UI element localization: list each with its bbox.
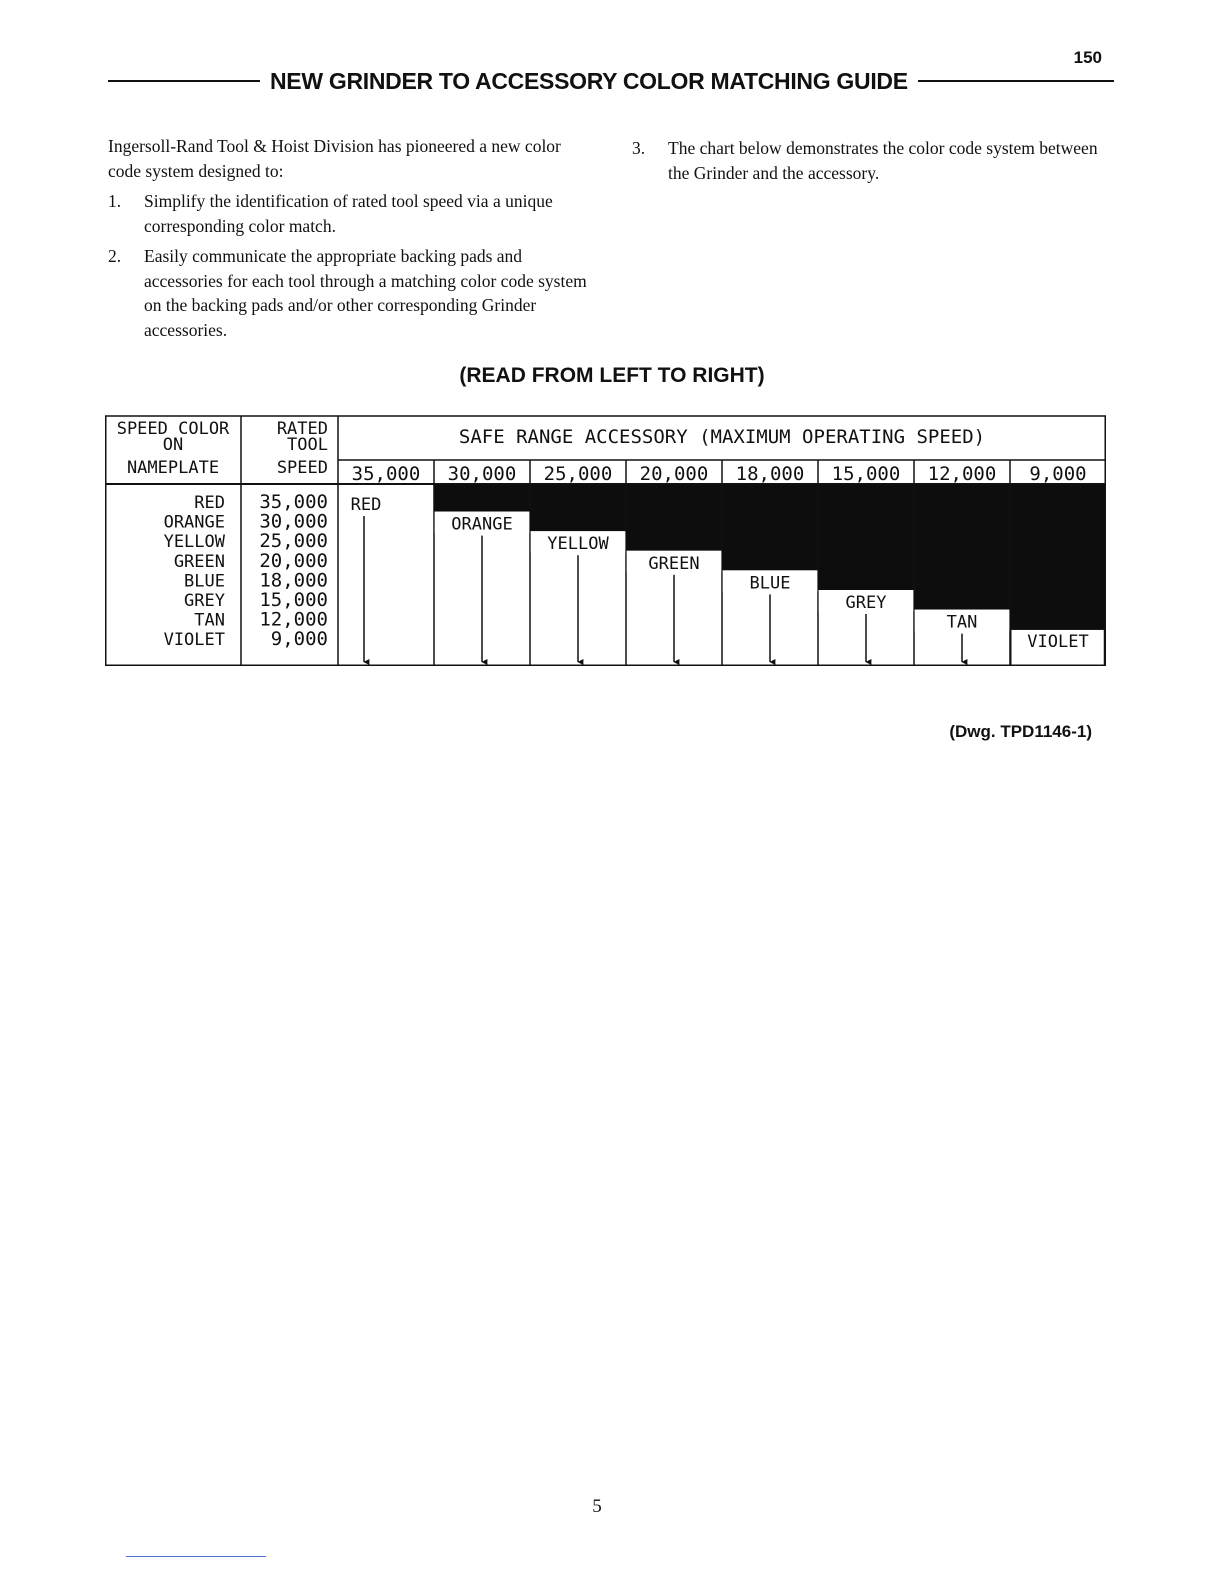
accessory-color-label: TAN [946, 612, 978, 633]
list-item-number: 2. [108, 246, 122, 266]
title-rule-left [108, 80, 260, 82]
rated-speed-value: 20,000 [259, 549, 328, 572]
range-header: SAFE RANGE ACCESSORY (MAXIMUM OPERATING SPEED) [458, 426, 986, 448]
header-on: ON [162, 435, 184, 455]
rated-speed-value: 15,000 [259, 589, 328, 611]
nameplate-color-label: GREEN [173, 551, 225, 572]
accessory-color-label: GREEN [648, 553, 700, 574]
speed-column-label: 15,000 [831, 463, 901, 485]
list-item [108, 244, 598, 342]
footer-page-number: 5 [592, 1496, 602, 1517]
accessory-color-label: RED [350, 495, 382, 515]
header-speed: SPEED [276, 458, 328, 478]
rated-speed-value: 9,000 [270, 628, 328, 651]
speed-column-label: 9,000 [1029, 463, 1087, 485]
list-item [632, 136, 1112, 185]
rated-speed-value: 25,000 [259, 530, 328, 553]
color-matching-chart-svg [105, 412, 1106, 666]
page-number: 150 [1073, 48, 1102, 67]
read-direction-heading: (READ FROM LEFT TO RIGHT) [459, 364, 765, 387]
list-item [108, 189, 598, 238]
header-nameplate: NAMEPLATE [126, 458, 220, 478]
list-item-text: The chart below demonstrates the color code system between the Grinder and the accessory. [668, 138, 1098, 183]
intro-right-column [632, 136, 1112, 185]
speed-column-label: 18,000 [735, 463, 805, 485]
rated-speed-value: 18,000 [259, 569, 328, 592]
nameplate-color-label: ORANGE [163, 512, 225, 533]
speed-column-label: 12,000 [927, 463, 997, 485]
list-item-text: Simplify the identification of rated tool speed via a unique corresponding color match. [144, 191, 553, 236]
header-speed-color: SPEED COLOR [116, 419, 230, 439]
accessory-color-label: ORANGE [451, 514, 513, 535]
nameplate-color-label: BLUE [184, 571, 225, 592]
title-row [108, 66, 1114, 96]
rated-speed-value: 30,000 [259, 510, 328, 533]
speed-column-label: 25,000 [543, 463, 613, 485]
accessory-color-label: GREY [845, 593, 887, 613]
accessory-color-label: BLUE [749, 573, 791, 594]
intro-left-column [108, 134, 598, 342]
speed-column-label: 35,000 [351, 463, 421, 485]
accessory-color-label: VIOLET [1027, 632, 1089, 653]
list-item-text: Easily communicate the appropriate backing pads and accessories for each tool through a matching color code system on the backing pads and/or other corresponding Grinder accessories. [144, 246, 587, 340]
nameplate-color-label: VIOLET [163, 630, 225, 651]
intro-lead: Ingersoll-Rand Tool & Hoist Division has pioneered a new color code system designed to: [108, 136, 561, 181]
nameplate-color-label: GREY [184, 591, 225, 611]
speed-column-label: 20,000 [639, 463, 709, 485]
nameplate-color-label: YELLOW [163, 532, 225, 553]
title-rule-right [918, 80, 1114, 82]
nameplate-color-label: RED [194, 493, 225, 513]
nameplate-color-label: TAN [194, 610, 225, 631]
document-title: NEW GRINDER TO ACCESSORY COLOR MATCHING GUIDE [270, 67, 908, 94]
accessory-color-label: YELLOW [547, 534, 609, 555]
speed-column-label: 30,000 [447, 463, 517, 485]
header-rated: RATED [276, 419, 328, 439]
color-matching-chart [105, 412, 1106, 666]
rated-speed-value: 35,000 [259, 491, 328, 513]
drawing-number: (Dwg. TPD1146-1) [949, 722, 1092, 741]
header-tool: TOOL [287, 435, 328, 455]
list-item-number: 3. [632, 138, 646, 158]
rated-speed-value: 12,000 [259, 608, 328, 631]
list-item-number: 1. [108, 191, 122, 211]
footer-rule [126, 1556, 266, 1557]
